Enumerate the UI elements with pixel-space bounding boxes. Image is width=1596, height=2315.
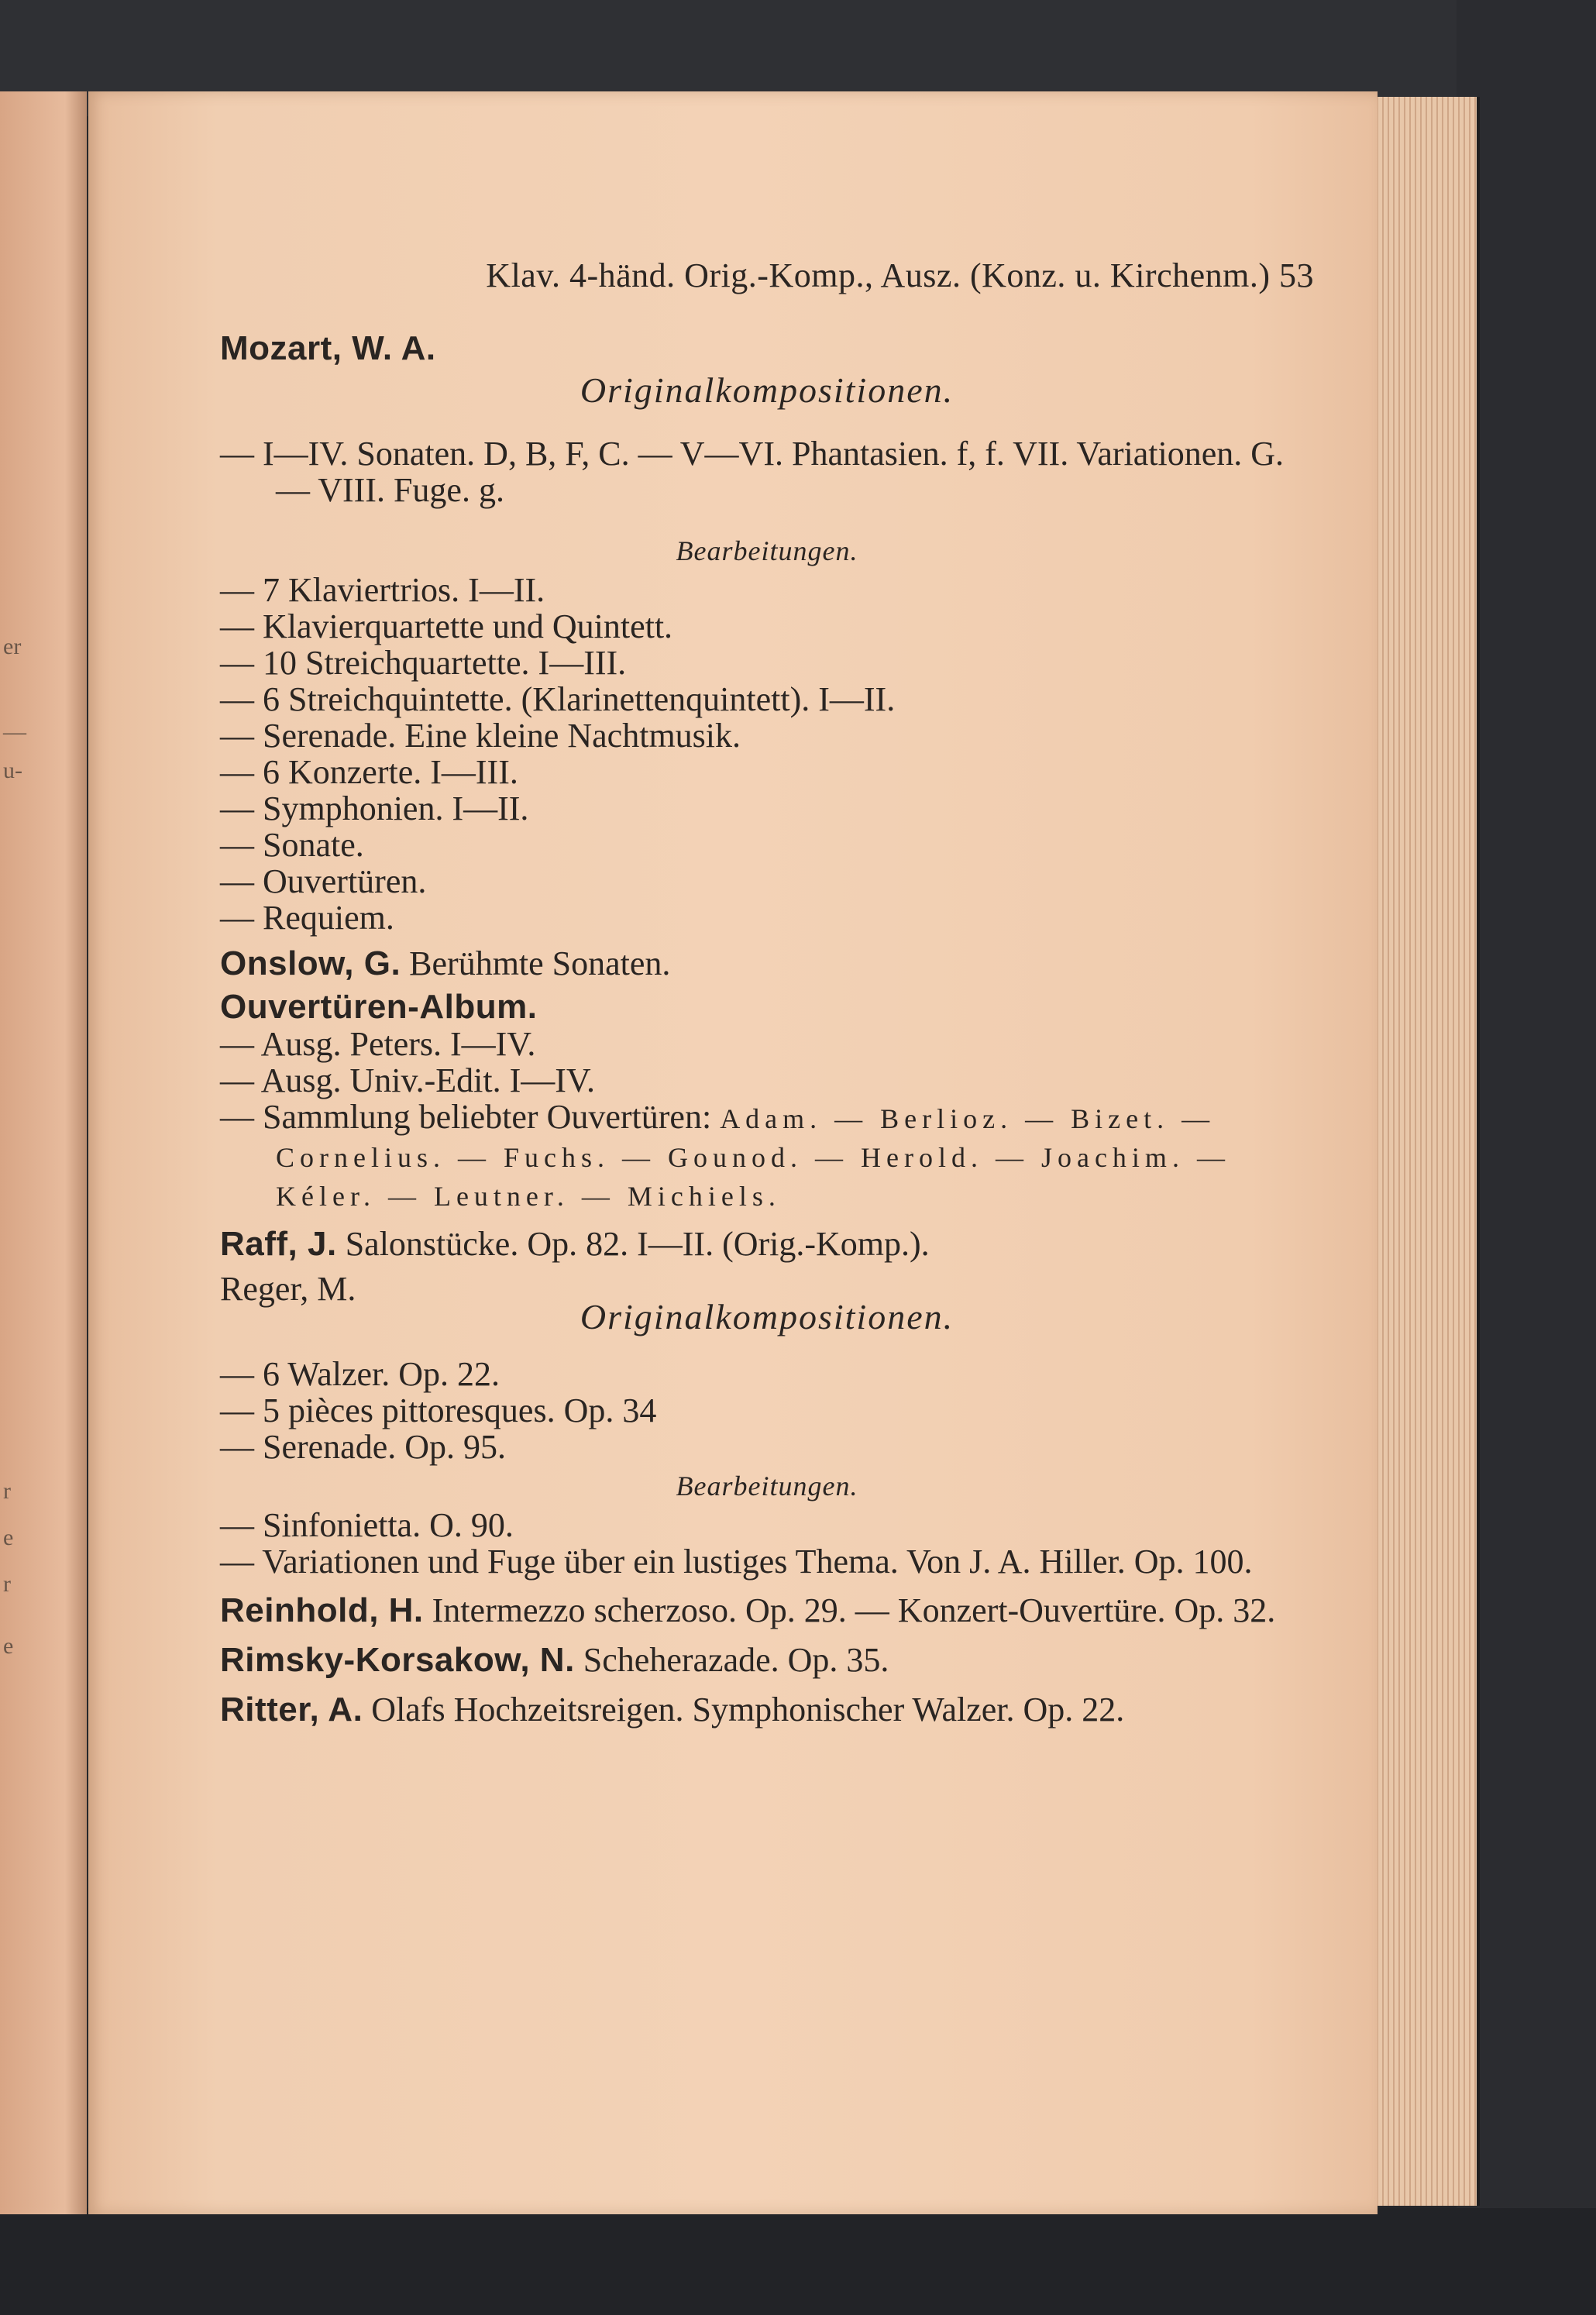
- left-page-fragment: e: [3, 1525, 14, 1550]
- author-name: Ouvertüren-Album.: [220, 988, 538, 1026]
- page-content: [220, 254, 1314, 1729]
- left-page-fragment: r: [3, 1571, 11, 1597]
- section-heading-original: Originalkompositionen.: [580, 370, 955, 410]
- section-heading-arrangements: Bearbeitungen.: [676, 535, 858, 566]
- author-name: Rimsky-Korsakow, N.: [220, 1641, 575, 1679]
- page-edges: [1362, 97, 1480, 2206]
- list-item: — 6 Konzerte. I—III.: [220, 753, 518, 791]
- list-item: — Ausg. Univ.-Edit. I—IV.: [220, 1061, 595, 1099]
- entry-text: Berühmte Sonaten.: [409, 944, 671, 982]
- author-name: Ritter, A.: [220, 1691, 363, 1729]
- list-item: — 7 Klaviertrios. I—II.: [220, 571, 545, 609]
- entry-ritter: [220, 1691, 1314, 1729]
- entry-raff: [220, 1226, 1314, 1263]
- book-page: [88, 91, 1378, 2214]
- sammlung-intro: — Sammlung beliebter Ouvertüren:: [220, 1098, 712, 1136]
- left-page-edge: [0, 91, 87, 2214]
- author-name: Reger, M.: [220, 1270, 356, 1308]
- entry-reger: [220, 1271, 1314, 1345]
- entry-ouvertueren-album: [220, 989, 1314, 1026]
- list-item: — Klavierquartette und Quintett.: [220, 607, 673, 645]
- list-item: — 10 Streichquartette. I—III.: [220, 644, 627, 682]
- list-item: — Sinfonietta. O. 90.: [220, 1506, 514, 1544]
- entry-onslow: [220, 945, 1314, 982]
- left-page-fragment: r: [3, 1478, 11, 1504]
- author-name: Onslow, G.: [220, 944, 401, 982]
- left-page-fragment: er: [3, 634, 22, 659]
- entry-rimsky-korsakow: [220, 1642, 1314, 1679]
- running-head: Klav. 4-händ. Orig.-Komp., Ausz. (Konz. u. Kirchenm.) 53: [486, 256, 1314, 294]
- entry-text: Intermezzo scherzoso. Op. 29. — Konzert-Ouvertüre. Op. 32.: [432, 1591, 1276, 1629]
- author-name: Raff, J.: [220, 1225, 337, 1263]
- list-item: — Variationen und Fuge über ein lustiges Thema. Von J. A. Hiller. Op. 100.: [220, 1543, 1253, 1581]
- list-item: — Requiem.: [220, 899, 394, 937]
- left-page-fragment: —: [3, 719, 26, 745]
- author-name: Reinhold, H.: [220, 1591, 424, 1629]
- list-item: — Ouvertüren.: [220, 862, 427, 900]
- list-item-sammlung: [220, 1099, 1314, 1215]
- section-heading-original: Originalkompositionen.: [580, 1297, 955, 1336]
- left-page-fragment: e: [3, 1633, 14, 1659]
- list-item: — Sonate.: [220, 826, 364, 864]
- left-page-fragment: u-: [3, 758, 22, 783]
- entry-text: Salonstücke. Op. 82. I—II. (Orig.-Komp.).: [345, 1225, 930, 1263]
- list-item: — Symphonien. I—II.: [220, 789, 529, 827]
- list-item: — Ausg. Peters. I—IV.: [220, 1025, 536, 1063]
- list-item: — I—IV. Sonaten. D, B, F, C. — V—VI. Phantasien. f, f. VII. Variationen. G. — VIII. Fuge. g.: [220, 435, 1285, 509]
- author-name: Mozart, W. A.: [220, 329, 436, 367]
- section-heading-arrangements: Bearbeitungen.: [676, 1471, 858, 1501]
- sammlung-composers: Adam. — Berlioz. — Bizet. — Cornelius. — Fuchs. — Gounod. — Herold. — Joachim. — Kéler. — Leutner. — Michiels.: [276, 1103, 1230, 1212]
- entry-text: Olafs Hochzeitsreigen. Symphonischer Walzer. Op. 22.: [371, 1691, 1125, 1729]
- list-item: — 5 pièces pittoresques. Op. 34: [220, 1391, 657, 1429]
- list-item: — Serenade. Eine kleine Nachtmusik.: [220, 717, 741, 755]
- entry-mozart: [220, 330, 1314, 367]
- list-item: — Serenade. Op. 95.: [220, 1428, 507, 1466]
- book-cover-bottom: [0, 2208, 1596, 2315]
- list-item: — 6 Walzer. Op. 22.: [220, 1355, 500, 1393]
- entry-reinhold: [220, 1592, 1314, 1629]
- entry-text: Scheherazade. Op. 35.: [583, 1641, 889, 1679]
- list-item: — 6 Streichquintette. (Klarinettenquintett). I—II.: [220, 680, 896, 718]
